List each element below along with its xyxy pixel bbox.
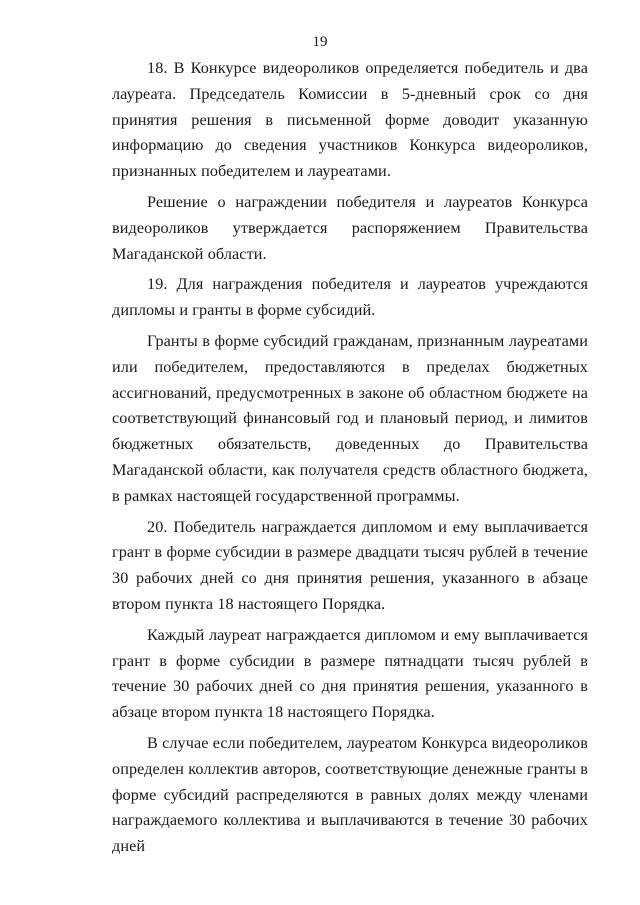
paragraph-19: 19. Для награждения победителя и лауреатов учреждаются дипломы и гранты в форме субсидий. xyxy=(112,275,588,320)
paragraph-grants: Гранты в форме субсидий гражданам, признанным лауреатами или победителем, предоставляются в пределах бюджетных ассигнований, предусмотренных в законе об областном бюджете на соответствующий финансовый год и плановый период, и лимитов бюджетных обязательств, доведенных до Правительства Магаданской области, как получателя средств областного бюджета, в рамках настоящей государственной программы. xyxy=(112,331,588,505)
paragraph-collective: В случае если победителем, лауреатом Конкурса видеороликов определен коллектив авторов, соответствующие денежные гранты в форме субсидий распределяются в равных долях между членами награждаемого коллектива и выплачиваются в течение 30 рабочих дней xyxy=(112,733,588,856)
page-number: 19 xyxy=(312,34,328,50)
document-body xyxy=(112,56,588,860)
paragraph-decision: Решение о награждении победителя и лауреатов Конкурса видеороликов утверждается распоряжением Правительства Магаданской области. xyxy=(112,192,588,263)
paragraph-20: 20. Победитель награждается дипломом и ему выплачивается грант в форме субсидии в размере двадцати тысяч рублей в течение 30 рабочих дней со дня принятия решения, указанного в абзаце втором пункта 18 настоящего Порядка. xyxy=(112,517,588,613)
paragraph-laureate: Каждый лауреат награждается дипломом и ему выплачивается грант в форме субсидии в размере пятнадцати тысяч рублей в течение 30 рабочих дней со дня принятия решения, указанного в абзаце втором пункта 18 настоящего Порядка. xyxy=(112,625,588,722)
paragraph-18: 18. В Конкурсе видеороликов определяется победитель и два лауреата. Председатель Комиссии в 5-дневный срок со дня принятия решения в письменной форме доводит указанную информацию до сведения участников Конкурса видеороликов, признанных победителем и лауреатами. xyxy=(112,59,588,181)
